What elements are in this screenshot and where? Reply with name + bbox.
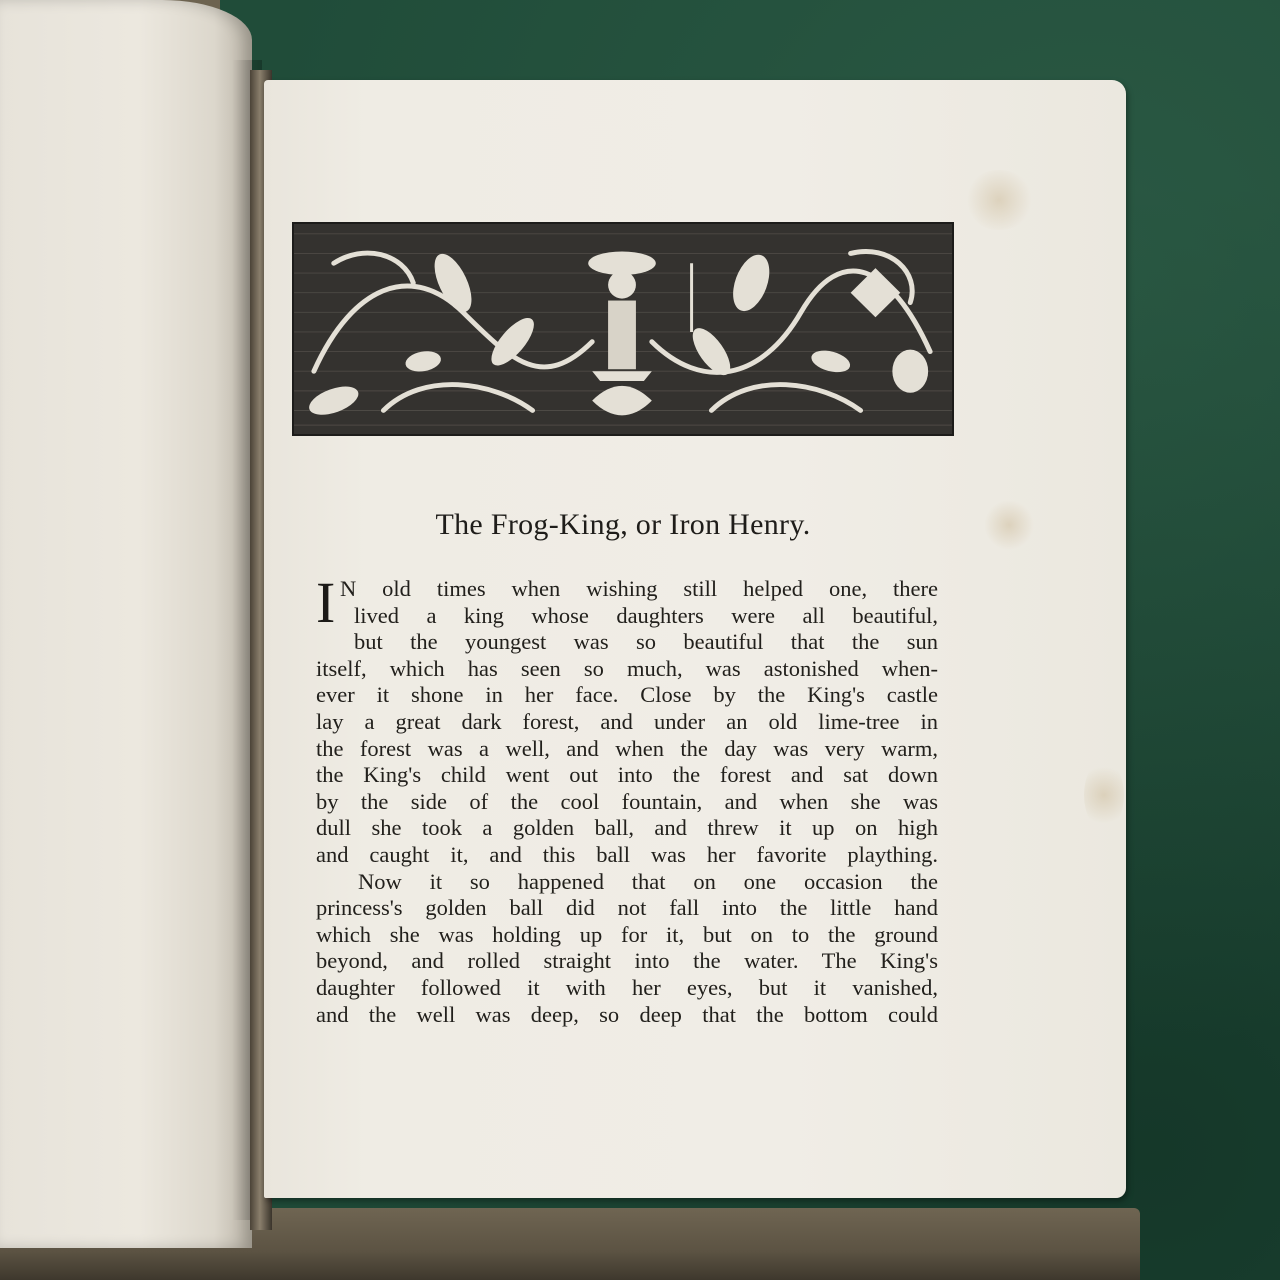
text-line: and caught it, and this ball was her favorite plaything.: [316, 841, 938, 867]
text-line: N old times when wishing still helped one, there: [340, 576, 938, 601]
text-line: itself, which has seen so much, was astonished when-: [316, 655, 938, 681]
ornament-illustration: [294, 224, 952, 434]
text-line: but the youngest was so beautiful that the sun: [354, 629, 938, 655]
text-line: ever it shone in her face. Close by the King's castle: [316, 682, 938, 708]
text-line: beyond, and rolled straight into the water. The King's: [316, 948, 938, 974]
text-line: and the well was deep, so deep that the bottom could: [316, 1001, 938, 1027]
text-line: lived a king whose daughters were all beautiful,: [354, 602, 938, 628]
drop-cap-letter: I: [316, 570, 336, 635]
foxing-stain: [1084, 760, 1124, 830]
text-line: daughter followed it with her eyes, but it vanished,: [316, 974, 938, 1000]
ornamental-headpiece-engraving: [292, 222, 954, 436]
story-text-block: [316, 570, 938, 1028]
foxing-stain: [984, 500, 1034, 550]
text-line: princess's golden ball did not fall into the little hand: [316, 895, 938, 921]
text-line: the King's child went out into the forest and sat down: [316, 762, 938, 788]
text-line: dull she took a golden ball, and threw it up on high: [316, 815, 938, 841]
left-blank-page: [0, 0, 252, 1248]
chapter-title: The Frog-King, or Iron Henry.: [435, 508, 811, 541]
text-line: by the side of the cool fountain, and when she was: [316, 788, 938, 814]
text-line: lay a great dark forest, and under an old lime-tree in: [316, 708, 938, 734]
text-line: which she was holding up for it, but on to the ground: [316, 921, 938, 947]
foxing-stain: [964, 170, 1034, 230]
text-line: the forest was a well, and when the day was very warm,: [316, 735, 938, 761]
text-line: Now it so happened that on one occasion the: [358, 868, 938, 894]
